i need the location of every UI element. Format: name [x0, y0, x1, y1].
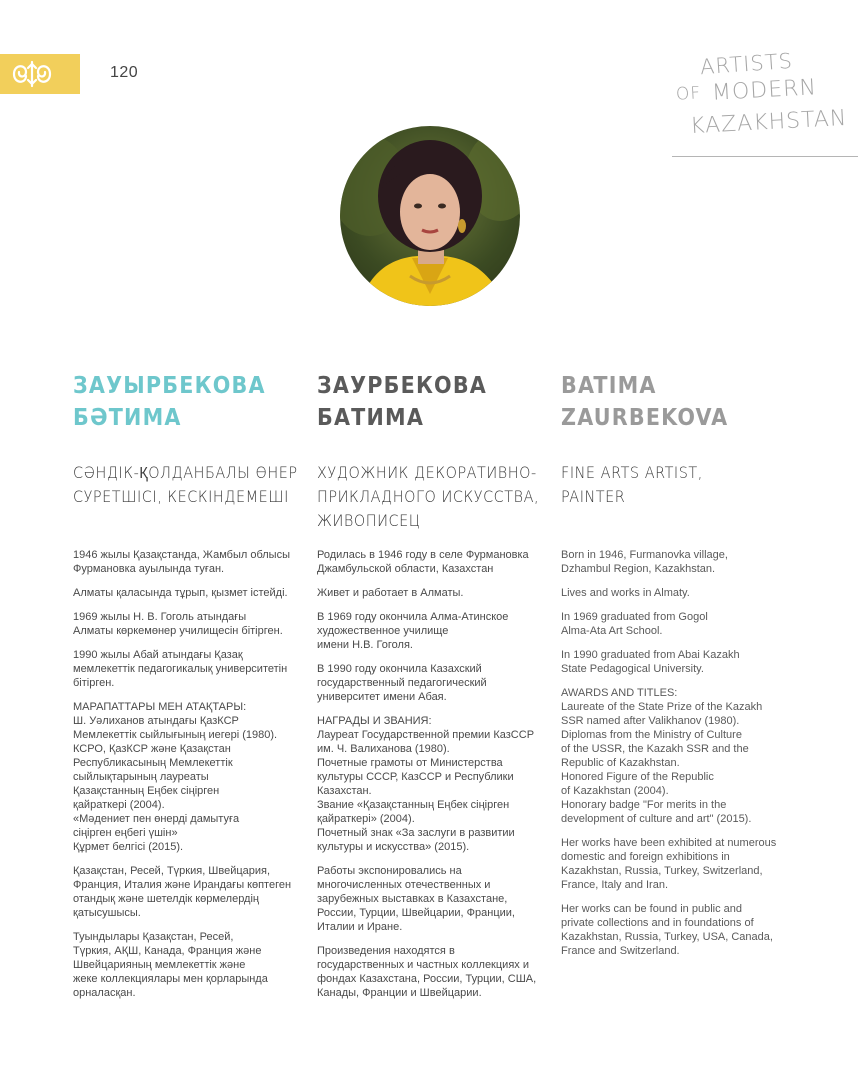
text-line: Швейцарияның мемлекеттік және — [73, 959, 246, 971]
bio-education-1990 — [561, 648, 801, 676]
text-line: SSR named after Valikhanov (1980). — [561, 715, 740, 727]
bio-education-1969 — [317, 610, 557, 652]
text-line: бітірген. — [73, 677, 115, 689]
page-number: 120 — [110, 64, 139, 81]
text-line: қайраткері (2004). — [73, 799, 165, 811]
bio-residence — [73, 586, 313, 600]
text-line: Түркия, АҚШ, Канада, Франция және — [73, 945, 262, 957]
column-english — [561, 370, 801, 957]
text-line: им. Ч. Валиханова (1980). — [317, 743, 450, 755]
text-line: 1969 жылы Н. В. Гоголь атындағы — [73, 611, 247, 623]
text-line: МАРАПАТТАРЫ МЕН АТАҚТАРЫ: — [73, 701, 247, 713]
bio-birth — [561, 548, 801, 576]
brand-line-artists: ARTISTS — [699, 48, 794, 80]
text-line: орналасқан. — [73, 987, 136, 999]
role-line: СУРЕТШІСІ, КЕСКІНДЕМЕШІ — [73, 487, 289, 506]
ornament-icon — [8, 58, 56, 90]
role-line: PAINTER — [561, 487, 626, 506]
bio-residence — [317, 586, 557, 600]
text-line: Республикасының Мемлекеттік — [73, 757, 233, 769]
bio-education-1990 — [317, 662, 557, 704]
text-line: In 1969 graduated from Gogol — [561, 611, 708, 623]
text-line: Қазақстан, Ресей, Түркия, Швейцария, — [73, 865, 271, 877]
text-line: қатысушысы. — [73, 907, 141, 919]
text-line: Born in 1946, Furmanovka village, — [561, 549, 728, 561]
bio-exhibitions — [317, 864, 557, 934]
text-line: Родилась в 1946 году в селе Фурмановка — [317, 549, 529, 561]
text-line: Живет и работает в Алматы. — [317, 587, 464, 599]
text-line: Dzhambul Region, Kazakhstan. — [561, 563, 716, 575]
role-line: ХУДОЖНИК ДЕКОРАТИВНО- — [317, 463, 537, 482]
text-line: Honored Figure of the Republic — [561, 771, 714, 783]
text-line: В 1990 году окончила Казахский — [317, 663, 482, 675]
artist-role — [561, 461, 777, 509]
artist-portrait — [340, 126, 520, 306]
brand-logo — [672, 48, 858, 162]
name-line: ЗАУРБЕКОВА — [317, 373, 488, 399]
text-line: Мемлекеттік сыйлығының иегері (1980). — [73, 729, 278, 741]
bio-education-1969 — [73, 610, 313, 638]
text-line: Her works have been exhibited at numerous — [561, 837, 777, 849]
bio-collections — [561, 902, 801, 958]
text-line: НАГРАДЫ И ЗВАНИЯ: — [317, 715, 432, 727]
text-line: имени Н.В. Гоголя. — [317, 639, 413, 651]
text-line: Laureate of the State Prize of the Kazakh — [561, 701, 763, 713]
text-line: 1990 жылы Абай атындағы Қазақ — [73, 649, 243, 661]
text-line: Франция, Италия және Ирандағы көптеген — [73, 879, 292, 891]
artist-name — [561, 370, 801, 434]
name-line: ЗАУЫРБЕКОВА — [73, 373, 266, 399]
text-line: Her works can be found in public and — [561, 903, 742, 915]
text-line: Джамбульской области, Казахстан — [317, 563, 494, 575]
artist-name — [73, 370, 313, 434]
text-line: Republic of Kazakhstan. — [561, 757, 680, 769]
text-line: Канады, Франции и Швейцарии. — [317, 987, 482, 999]
text-line: культуры и искусства» (2015). — [317, 841, 470, 853]
text-line: Құрмет белгісі (2015). — [73, 841, 184, 853]
bio-residence — [561, 586, 801, 600]
text-line: 1946 жылы Қазақстанда, Жамбыл облысы — [73, 549, 290, 561]
bio-education-1990 — [73, 648, 313, 690]
text-line: Лауреат Государственной премии КазССР — [317, 729, 535, 741]
text-line: Алматы қаласында тұрып, қызмет істейді. — [73, 587, 288, 599]
column-kazakh — [73, 370, 313, 999]
brand-line-modern: MODERN — [711, 75, 818, 106]
text-line: domestic and foreign exhibitions in — [561, 851, 730, 863]
bio-birth — [317, 548, 557, 576]
column-russian — [317, 370, 557, 999]
text-line: Работы экспонировались на — [317, 865, 462, 877]
text-line: Фурмановка ауылында туған. — [73, 563, 225, 575]
text-line: мемлекеттік педагогикалық университетін — [73, 663, 288, 675]
text-line: зарубежных выставках в Казахстане, — [317, 893, 508, 905]
brand-line-of: OF — [675, 83, 702, 105]
text-line: private collections and in foundations of — [561, 917, 754, 929]
text-line: In 1990 graduated from Abai Kazakh — [561, 649, 740, 661]
text-line: қайраткері» (2004). — [317, 813, 415, 825]
text-line: университет имени Абая. — [317, 691, 447, 703]
text-line: Италии и Иране. — [317, 921, 403, 933]
text-line: Diplomas from the Ministry of Culture — [561, 729, 742, 741]
brand-line-kazakhstan: KAZAKHSTAN — [689, 105, 848, 140]
text-line: многочисленных отечественных и — [317, 879, 491, 891]
name-line: БӘТИМА — [73, 405, 182, 431]
artist-name — [317, 370, 557, 434]
text-line: В 1969 году окончила Алма-Атинское — [317, 611, 509, 623]
bio-awards — [73, 700, 313, 854]
artist-role — [317, 461, 540, 533]
bio-text — [73, 548, 313, 1010]
text-line: культуры СССР, КазССР и Республики — [317, 771, 514, 783]
text-line: Lives and works in Almaty. — [561, 587, 690, 599]
text-line: France and Switzerland. — [561, 945, 680, 957]
text-line: Произведения находятся в — [317, 945, 455, 957]
text-line: сыйлықтарының лауреаты — [73, 771, 209, 783]
brand-divider — [672, 156, 858, 157]
name-line: ZAURBEKOVA — [561, 405, 729, 431]
text-line: России, Турции, Швейцарии, Франции, — [317, 907, 515, 919]
name-line: БАТИМА — [317, 405, 425, 431]
bio-collections — [317, 944, 557, 1000]
text-line: Ш. Уәлиханов атындағы ҚазКСР — [73, 715, 239, 727]
text-line: Звание «Қазақстанның Еңбек сіңірген — [317, 799, 510, 811]
bio-exhibitions — [561, 836, 801, 892]
text-line: France, Italy and Iran. — [561, 879, 668, 891]
text-line: Алматы көркемөнер училищесін бітірген. — [73, 625, 283, 637]
bio-education-1969 — [561, 610, 801, 638]
bio-text — [561, 548, 801, 968]
text-line: отандық және шетелдік көрмелердің — [73, 893, 259, 905]
text-line: of Kazakhstan (2004). — [561, 785, 669, 797]
text-line: жеке коллекциялары мен қорларында — [73, 973, 268, 985]
role-line: FINE ARTS ARTIST, — [561, 463, 703, 482]
text-line: художественное училище — [317, 625, 449, 637]
text-line: Kazakhstan, Russia, Turkey, Switzerland, — [561, 865, 763, 877]
ornament-tab — [0, 54, 80, 94]
text-line: Alma-Ata Art School. — [561, 625, 663, 637]
artist-role — [73, 461, 298, 509]
bio-exhibitions — [73, 864, 313, 920]
role-line: ЖИВОПИСЕЦ — [317, 511, 421, 530]
text-line: of the USSR, the Kazakh SSR and the — [561, 743, 749, 755]
name-line: BATIMA — [561, 373, 657, 399]
text-line: development of culture and art" (2015). — [561, 813, 752, 825]
text-line: КСРО, ҚазКСР және Қазақстан — [73, 743, 231, 755]
text-line: «Мәдениет пен өнерді дамытуға — [73, 813, 240, 825]
text-line: сіңірген еңбегі үшін» — [73, 827, 178, 839]
text-line: State Pedagogical University. — [561, 663, 704, 675]
text-line: фондах Казахстана, России, Турции, США, — [317, 973, 537, 985]
text-line: Казахстан. — [317, 785, 372, 797]
role-line: СӘНДІК-ҚОЛДАНБАЛЫ ӨНЕР — [73, 463, 298, 482]
text-line: Kazakhstan, Russia, Turkey, USA, Canada, — [561, 931, 773, 943]
bio-awards — [561, 686, 801, 826]
bio-text — [317, 548, 557, 1010]
text-line: государственных и частных коллекциях и — [317, 959, 529, 971]
role-line: ПРИКЛАДНОГО ИСКУССТВА, — [317, 487, 540, 506]
bio-awards — [317, 714, 557, 854]
text-line: Почетные грамоты от Министерства — [317, 757, 503, 769]
text-line: государственный педагогический — [317, 677, 487, 689]
text-line: Туындылары Қазақстан, Ресей, — [73, 931, 234, 943]
bio-birth — [73, 548, 313, 576]
text-line: Honorary badge "For merits in the — [561, 799, 727, 811]
text-line: Почетный знак «За заслуги в развитии — [317, 827, 515, 839]
text-line: Қазақстанның Еңбек сіңірген — [73, 785, 220, 797]
bio-collections — [73, 930, 313, 1000]
text-line: AWARDS AND TITLES: — [561, 687, 678, 699]
